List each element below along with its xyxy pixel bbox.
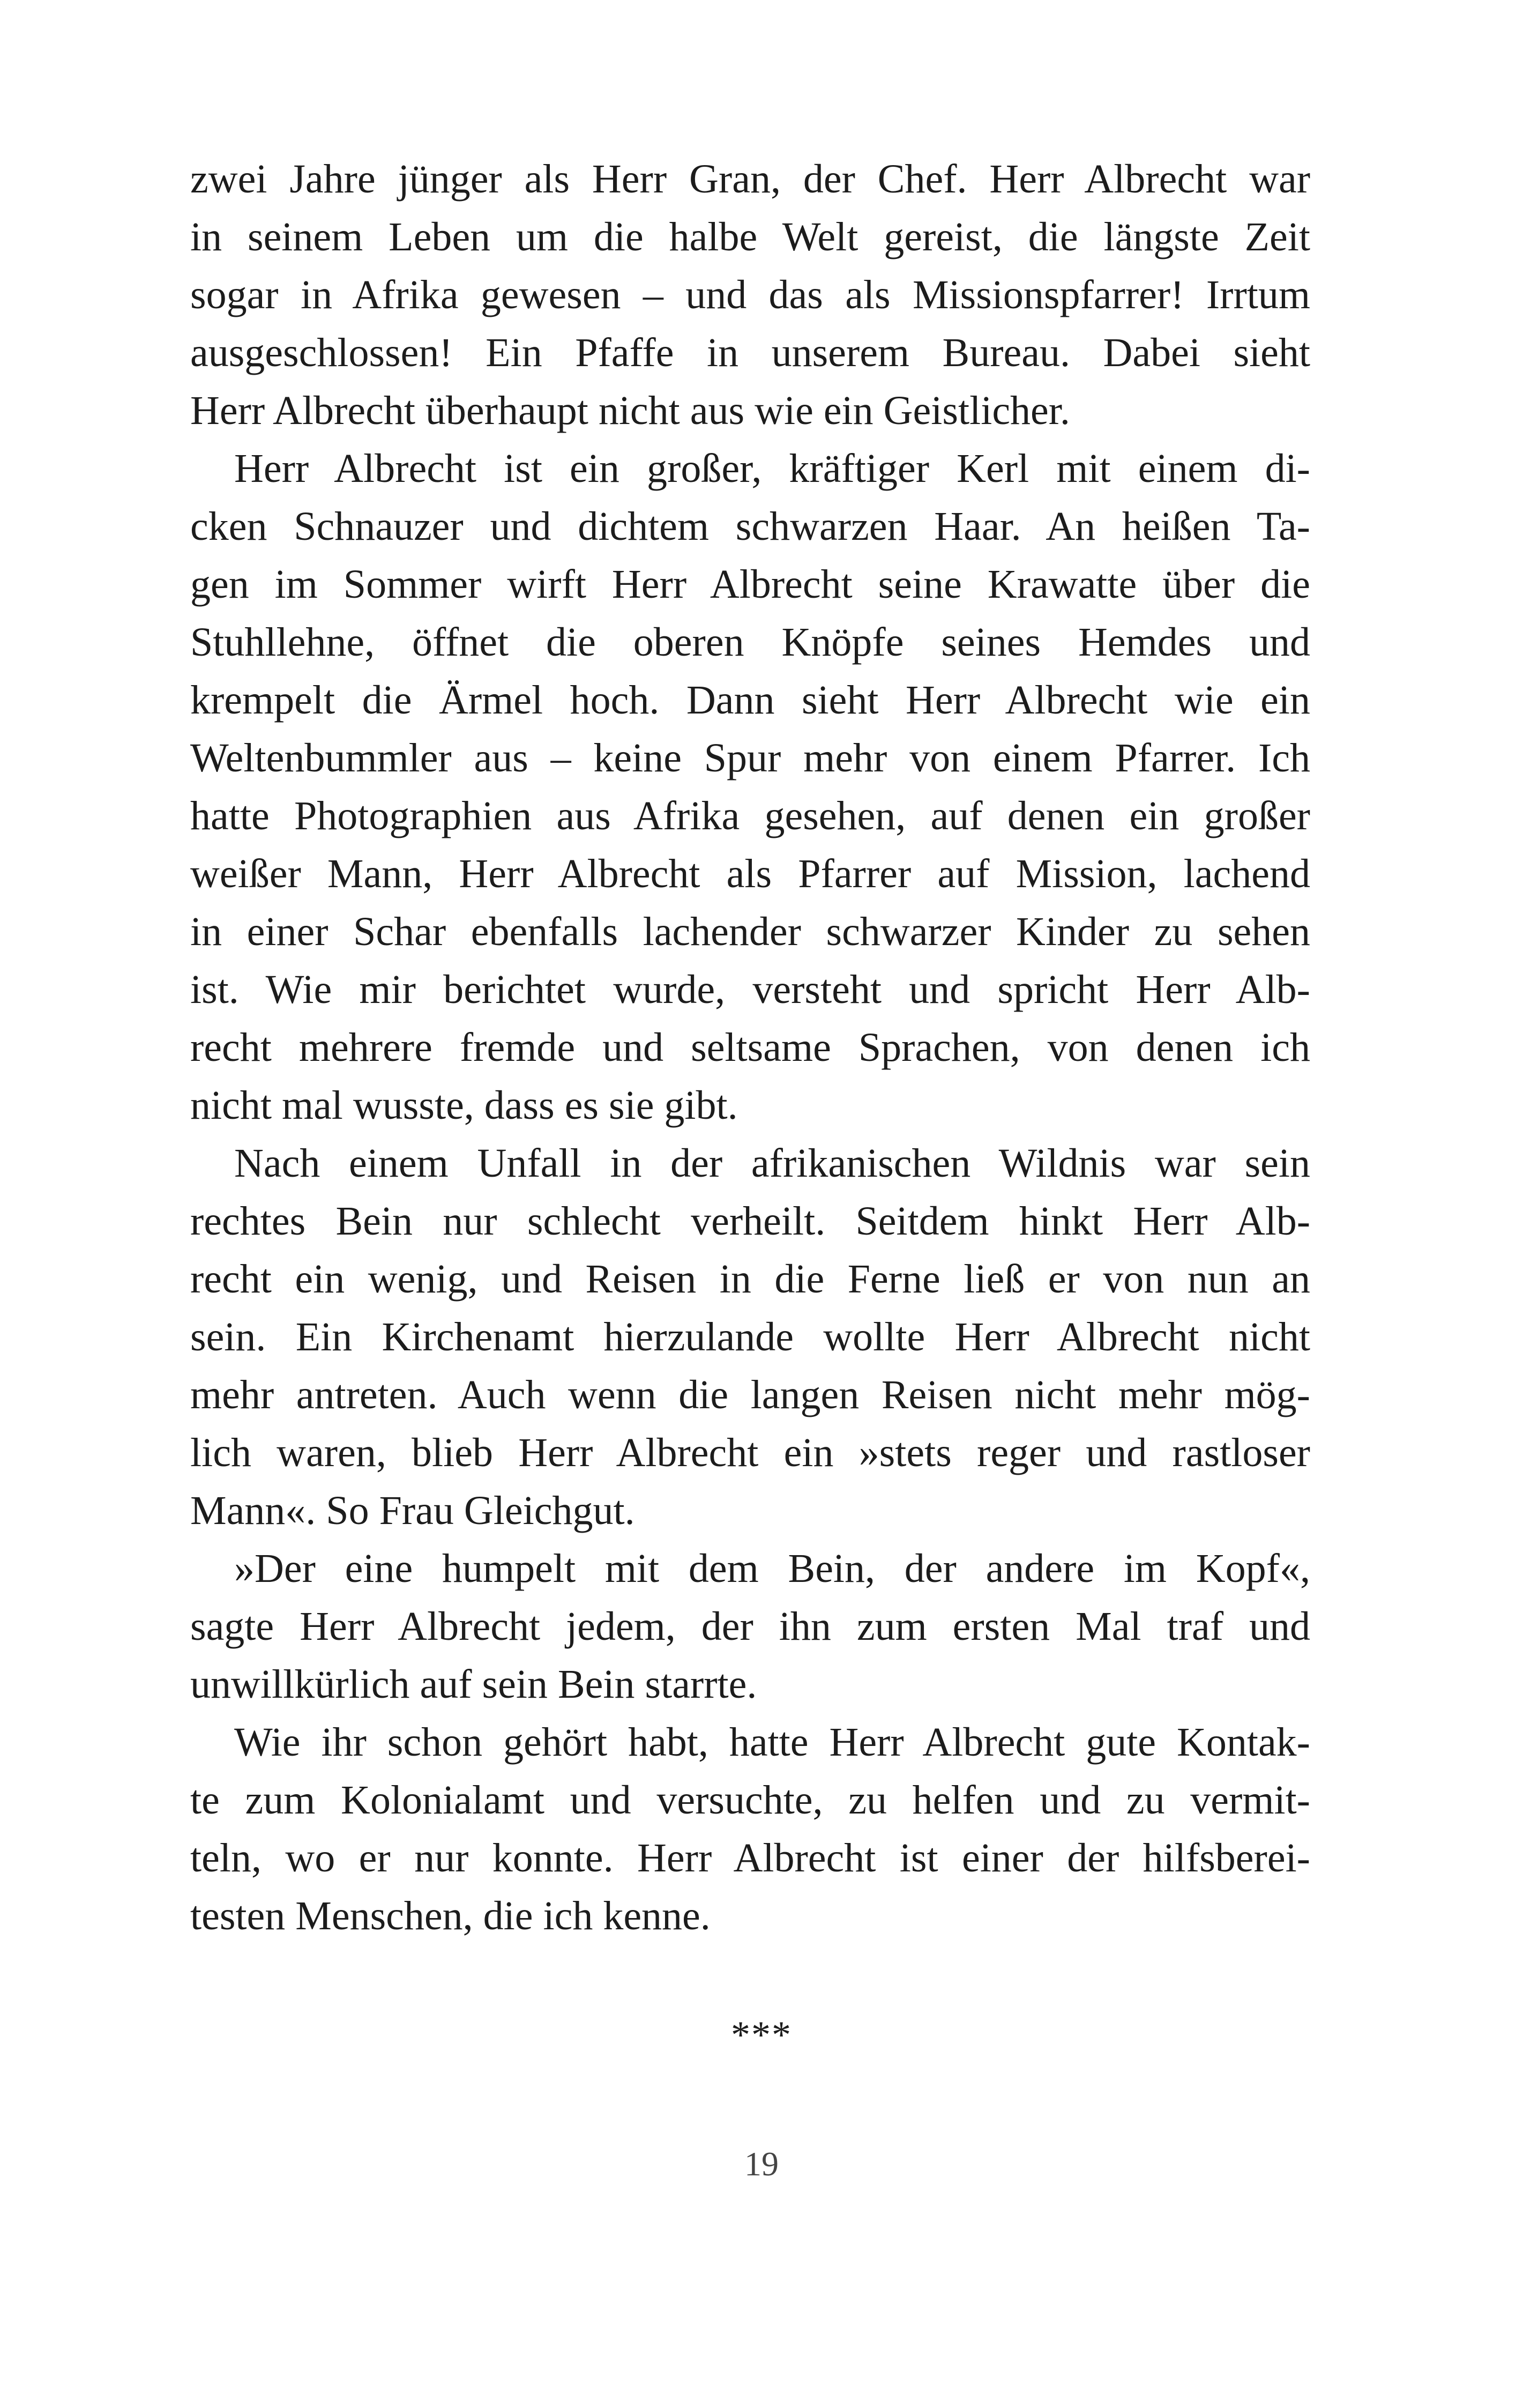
text-line: Stuhllehne, öffnet die oberen Knöpfe seines Hemdes und [190,620,1310,665]
text-line: te zum Kolonialamt und versuchte, zu helfen und zu vermit- [190,1778,1310,1823]
text-line: nicht mal wusste, dass es sie gibt. [190,1083,738,1128]
text-line: cken Schnauzer und dichtem schwarzen Haar. An heißen Ta- [190,504,1310,549]
paragraph-3 [190,1134,1310,1540]
text-line: mehr antreten. Auch wenn die langen Reisen nicht mehr mög- [190,1372,1310,1417]
paragraph-1 [190,150,1310,440]
text-line: in seinem Leben um die halbe Welt gereist, die längste Zeit [190,214,1310,259]
text-line: Mann«. So Frau Gleichgut. [190,1488,635,1533]
text-line: ausgeschlossen! Ein Pfaffe in unserem Bureau. Dabei sieht [190,330,1310,375]
text-line: gen im Sommer wirft Herr Albrecht seine Krawatte über die [190,562,1310,607]
text-line: Herr Albrecht überhaupt nicht aus wie ein Geistlicher. [190,388,1070,433]
text-line: teln, wo er nur konnte. Herr Albrecht ist einer der hilfsberei- [190,1835,1310,1881]
text-line: hatte Photographien aus Afrika gesehen, auf denen ein großer [190,793,1310,838]
section-separator: *** [731,2013,792,2056]
text-line: zwei Jahre jünger als Herr Gran, der Chef. Herr Albrecht war [190,157,1310,202]
text-line: Weltenbummler aus – keine Spur mehr von einem Pfarrer. Ich [190,735,1310,781]
text-line: unwillkürlich auf sein Bein starrte. [190,1662,757,1707]
text-line: Herr Albrecht ist ein großer, kräftiger Kerl mit einem di- [234,446,1310,491]
paragraph-2 [190,440,1310,1134]
text-line: weißer Mann, Herr Albrecht als Pfarrer auf Mission, lachend [190,851,1310,896]
text-line: in einer Schar ebenfalls lachender schwarzer Kinder zu sehen [190,909,1310,954]
text-line: sagte Herr Albrecht jedem, der ihn zum ersten Mal traf und [190,1604,1310,1649]
text-line: recht ein wenig, und Reisen in die Ferne ließ er von nun an [190,1257,1310,1302]
text-line: krempelt die Ärmel hoch. Dann sieht Herr Albrecht wie ein [190,678,1310,723]
text-line: recht mehrere fremde und seltsame Sprachen, von denen ich [190,1025,1310,1070]
text-line: Nach einem Unfall in der afrikanischen Wildnis war sein [234,1141,1310,1186]
text-line: ist. Wie mir berichtet wurde, versteht und spricht Herr Alb- [190,967,1310,1012]
text-line: rechtes Bein nur schlecht verheilt. Seitdem hinkt Herr Alb- [190,1199,1310,1244]
text-line: sein. Ein Kirchenamt hierzulande wollte Herr Albrecht nicht [190,1314,1310,1359]
text-line: Wie ihr schon gehört habt, hatte Herr Albrecht gute Kontak- [234,1720,1310,1765]
paragraph-4 [190,1540,1310,1713]
text-line: »Der eine humpelt mit dem Bein, der andere im Kopf«, [234,1546,1310,1591]
page-number: 19 [744,2145,779,2183]
text-line: lich waren, blieb Herr Albrecht ein »stets reger und rastloser [190,1430,1310,1475]
text-line: sogar in Afrika gewesen – und das als Missionspfarrer! Irrtum [190,272,1310,317]
body-text [190,150,1310,1945]
paragraph-5 [190,1713,1310,1945]
text-line: testen Menschen, die ich kenne. [190,1893,711,1938]
